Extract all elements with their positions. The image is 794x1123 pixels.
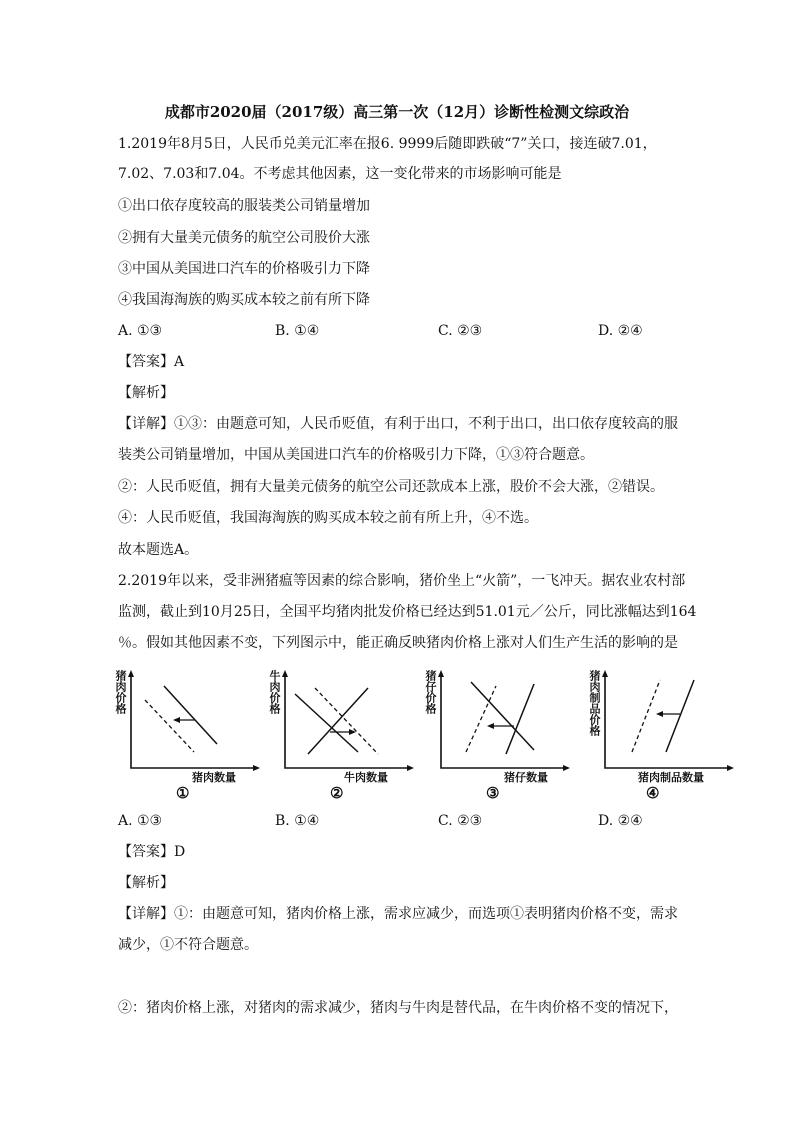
graph-1-x-arrow [253,765,260,771]
q2-analysis-line-1: 【详解】①：由题意可知，猪肉价格上涨，需求应减少，而选项①表明猪肉价格不变，需求 [118,906,678,922]
graph-4-number: ④ [646,784,660,802]
graph-4-axes [605,674,730,768]
q2-option-c[interactable]: C. ②③ [438,813,483,829]
q1-analysis-line-4: ④：人民币贬值，我国海淘族的购买成本较之前有所上升，④不选。 [118,510,538,526]
graph-3-curve-up-dashed [466,686,496,752]
q1-item-2: ②拥有大量美元债务的航空公司股价大涨 [118,230,370,246]
graph-2 [268,668,418,802]
graph-1-y-arrow [128,670,134,677]
q1-item-3: ③中国从美国进口汽车的价格吸引力下降 [118,261,370,277]
graph-3-number: ③ [486,784,500,802]
q1-option-c[interactable]: C. ②③ [438,323,483,339]
q1-analysis-line-3: ②：人民币贬值，拥有大量美元债务的航空公司还款成本上涨，股价不会大涨，②错误。 [118,479,664,495]
graph-1-number: ① [176,784,190,802]
q2-option-a[interactable]: A. ①③ [118,813,163,829]
graph-3-axes [441,674,566,768]
graph-1-ylabel: 猪肉价格 [114,670,127,714]
q2-analysis-line-2: 减少，①不符合题意。 [118,937,258,953]
q1-stem-line-1: 1.2019年8月5日，人民币兑美元汇率在报6. 9999后随即跌破“7”关口，接连破7.01， [118,136,657,152]
graph-3-curve-down [471,682,534,750]
graph-4-curve-dashed [632,680,660,752]
graph-3-curve-up-solid [506,684,534,754]
q2-stem-line-1: 2.2019年以来，受非洲猪瘟等因素的综合影响，猪价坐上“火箭”，一飞冲天。据农业农村部 [118,573,686,589]
q1-analysis-line-2: 装类公司销量增加，中国从美国进口汽车的价格吸引力下降，①③符合题意。 [118,447,594,463]
graph-3-xlabel: 猪仔数量 [504,771,548,784]
q1-analysis-line-5: 故本题选A。 [118,542,199,558]
graph-3-y-arrow [438,670,444,677]
q1-option-d[interactable]: D. ②④ [598,323,643,339]
graph-4-y-arrow [602,670,608,677]
q1-analysis-line-1: 【详解】①③：由题意可知，人民币贬值，有利于出口，不利于出口，出口依存度较高的服 [118,416,678,432]
q1-item-4: ④我国海淘族的购买成本较之前有所下降 [118,292,370,308]
graph-2-x-arrow [407,765,414,771]
q2-option-d[interactable]: D. ②④ [598,813,643,829]
q2-option-b[interactable]: B. ①④ [275,813,320,829]
graph-3-ylabel: 猪仔价格 [424,670,437,714]
q1-analysis-label: 【解析】 [118,385,174,401]
graph-4-ylabel: 猪肉制品价格 [588,670,601,736]
graph-1-curve-solid [164,686,217,744]
q2-analysis-label: 【解析】 [118,875,174,891]
graph-1-xlabel: 猪肉数量 [192,771,236,784]
q1-stem-line-2: 7.02、7.03和7.04。不考虑其他因素，这一变化带来的市场影响可能是 [118,166,562,182]
graph-4-plot [588,668,738,773]
graph-2-number: ② [330,784,344,802]
q1-answer: 【答案】A [118,354,185,370]
graph-1-shift-arrowhead [173,717,180,723]
graph-2-xlabel: 牛肉数量 [344,771,388,784]
graph-4 [588,668,738,802]
graph-2-y-arrow [282,670,288,677]
q2-stem-line-3: ％。假如其他因素不变，下列图示中，能正确反映猪肉价格上涨对人们生产生活的影响的是 [118,635,678,651]
graph-2-curve-up [308,688,368,754]
graph-3 [424,668,574,802]
graph-3-plot [424,668,574,773]
q2-analysis-line-3: ②：猪肉价格上涨，对猪肉的需求减少，猪肉与牛肉是替代品，在牛肉价格不变的情况下， [118,1000,678,1016]
q1-option-b[interactable]: B. ①④ [275,323,320,339]
graph-4-xlabel: 猪肉制品数量 [638,771,704,784]
q1-option-a[interactable]: A. ①③ [118,323,163,339]
q1-item-1: ①出口依存度较高的服装类公司销量增加 [118,198,370,214]
graph-2-curve-down-solid [295,694,358,752]
graph-4-shift-arrowhead [656,711,663,717]
graph-4-curve-solid [666,680,694,752]
q2-answer: 【答案】D [118,844,186,860]
q2-stem-line-2: 监测，截止到10月25日，全国平均猪肉批发价格已经达到51.01元／公斤，同比涨幅达到164 [118,604,697,620]
graph-1-curve-dashed [145,700,194,752]
graph-2-ylabel: 牛肉价格 [268,670,281,714]
graph-3-shift-arrowhead [487,723,494,729]
graph-1-axes [131,674,256,768]
graph-2-plot [268,668,418,773]
graph-1-plot [114,668,264,773]
page-title: 成都市2020届（2017级）高三第一次（12月）诊断性检测文综政治 [164,103,630,121]
graph-4-x-arrow [727,765,734,771]
graph-3-x-arrow [563,765,570,771]
graph-1 [114,668,264,802]
graph-2-axes [285,674,410,768]
